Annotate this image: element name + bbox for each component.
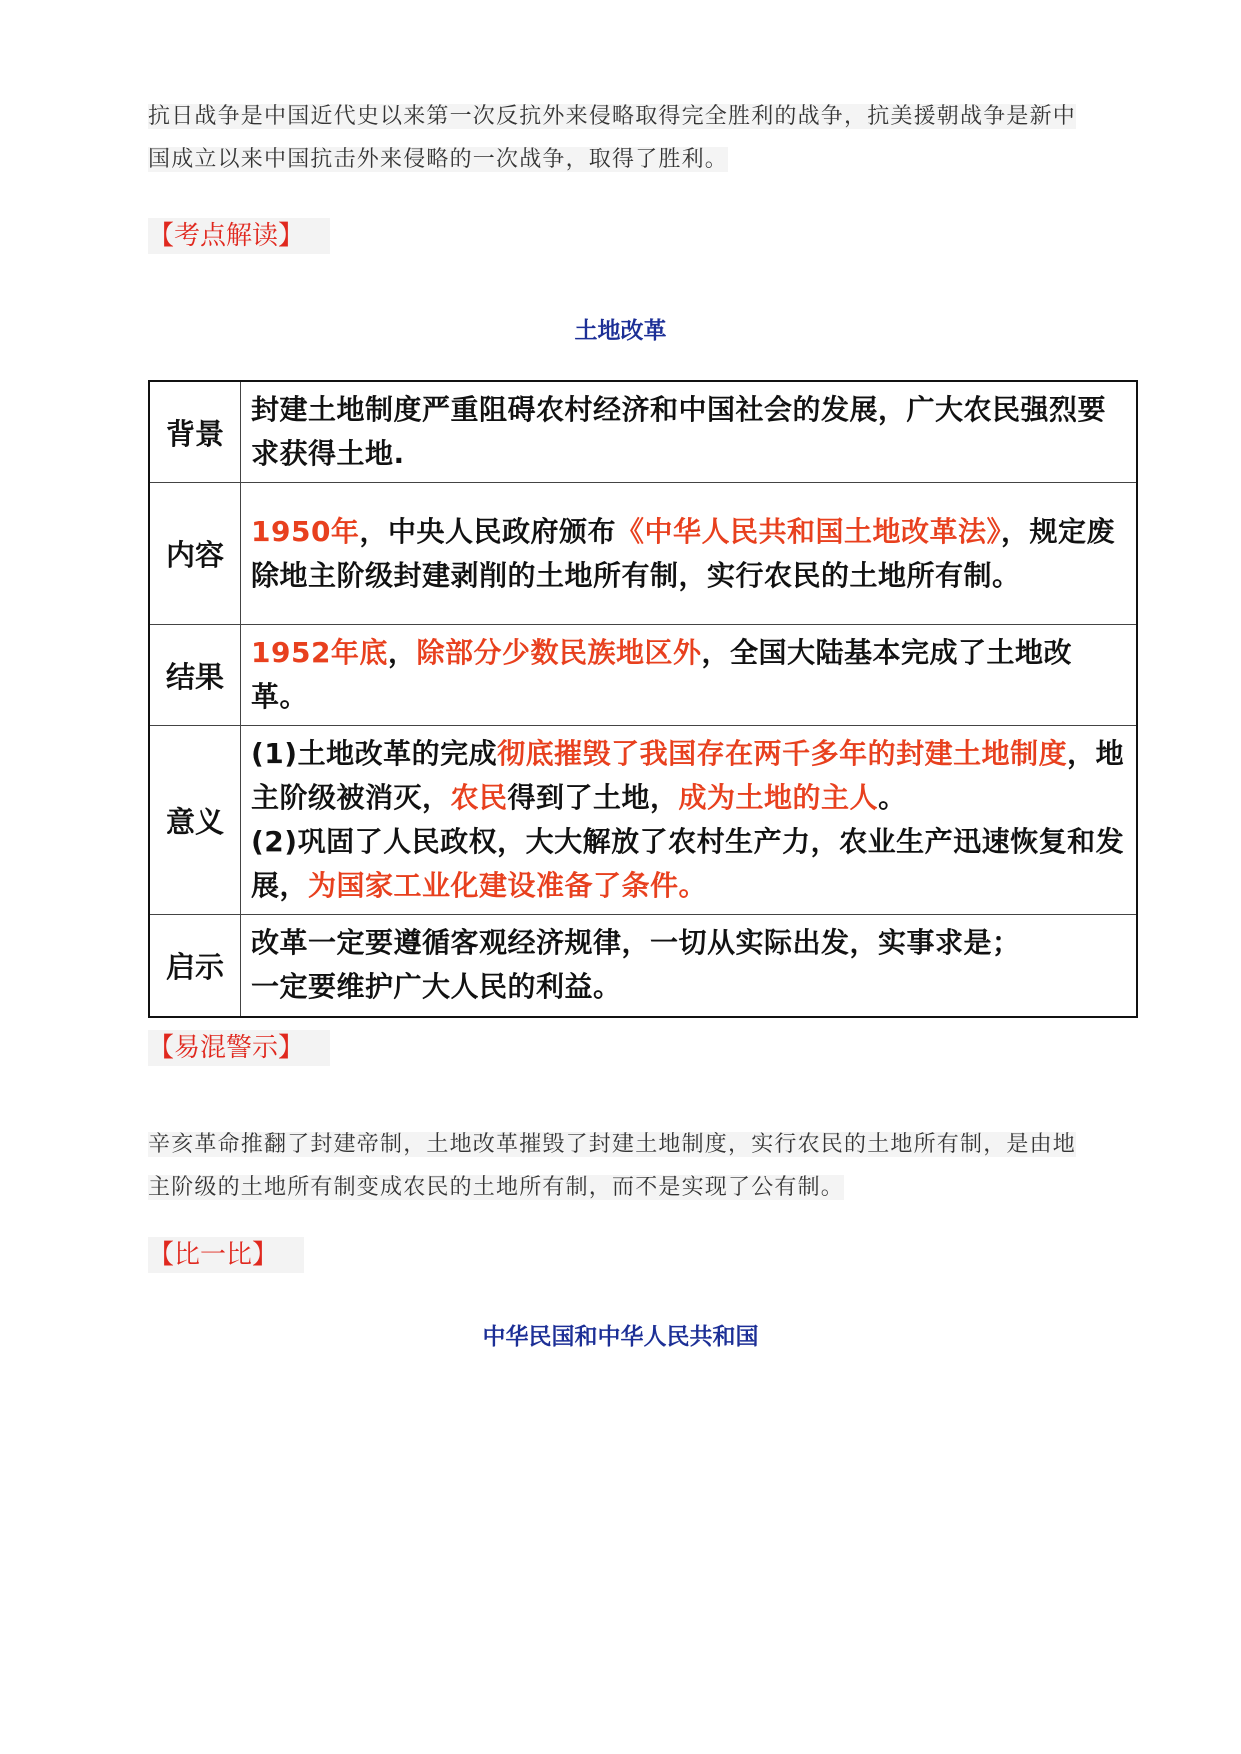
row-label: 结果: [149, 625, 241, 726]
intro-line-1: 抗日战争是中国近代史以来第一次反抗外来侵略取得完全胜利的战争，抗美援朝战争是新中: [148, 104, 1077, 129]
warning-line-1: 辛亥革命推翻了封建帝制，土地改革摧毁了封建土地制度，实行农民的土地所有制，是由地: [148, 1132, 1077, 1157]
row-label: 内容: [149, 483, 241, 625]
body-text: ，: [387, 636, 417, 669]
intro-paragraph: [148, 95, 1148, 181]
row-content: [241, 726, 1138, 915]
table-row: [149, 726, 1137, 915]
row-content: [241, 381, 1138, 483]
compare-title: 中华民国和中华人民共和国: [482, 1324, 759, 1350]
body-text: 一定要维护广大人民的利益。: [251, 970, 622, 1004]
highlight-text: 为国家工业化建设准备了条件。: [308, 869, 708, 902]
body-text: (1)土地改革的完成: [251, 737, 498, 770]
body-text: ，中央人民政府颁布: [359, 514, 616, 548]
body-text: (2)巩固了人民政权，大大解放了农村生产力，农业生产迅速恢复和发展，: [251, 825, 1125, 902]
body-text: ，地主阶级被消灭，: [251, 737, 1125, 814]
table-row: [149, 483, 1137, 625]
body-text: 得到了土地，: [507, 781, 679, 814]
land-reform-title: 土地改革: [574, 318, 667, 344]
body-text: 。: [878, 781, 907, 814]
table-row: [149, 381, 1137, 483]
row-label: 启示: [149, 915, 241, 1017]
body-text: ，全国大陆基本完成了土地改革。: [251, 636, 1072, 713]
section-tag-compare: 【比一比】: [148, 1237, 304, 1273]
highlight-text: 《中华人民共和国土地改革法》: [615, 514, 1001, 548]
body-text: ，规定废除地主阶级封建剥削的土地所有制，实行农民的土地所有制。: [251, 514, 1115, 592]
highlight-text: 1950年: [251, 514, 360, 548]
row-content: [241, 625, 1138, 726]
row-content: [241, 915, 1138, 1017]
warning-paragraph: [148, 1123, 1148, 1209]
body-text: 改革一定要遵循客观经济规律，一切从实际出发，实事求是；: [251, 926, 1021, 960]
intro-line-2: 国成立以来中国抗击外来侵略的一次战争，取得了胜利。: [148, 147, 729, 172]
row-label: 意义: [149, 726, 241, 915]
land-reform-table: [148, 380, 1138, 1018]
section-tag-confusion-warning: 【易混警示】: [148, 1030, 330, 1066]
highlight-text: 1952年底: [251, 636, 388, 669]
table-row: [149, 625, 1137, 726]
highlight-text: 除部分少数民族地区外: [416, 636, 702, 669]
warning-line-2: 主阶级的土地所有制变成农民的土地所有制，而不是实现了公有制。: [148, 1175, 845, 1200]
row-content: [241, 483, 1138, 625]
highlight-text: 彻底摧毁了我国存在两千多年的封建土地制度: [497, 737, 1068, 770]
section-tag-key-points: 【考点解读】: [148, 218, 330, 254]
highlight-text: 成为土地的主人: [678, 781, 879, 814]
table-row: [149, 915, 1137, 1017]
row-label: 背景: [149, 381, 241, 483]
body-text: 封建土地制度严重阻碍农村经济和中国社会的发展，广大农民强烈要求获得土地.: [251, 393, 1107, 470]
highlight-text: 农民: [450, 781, 508, 814]
